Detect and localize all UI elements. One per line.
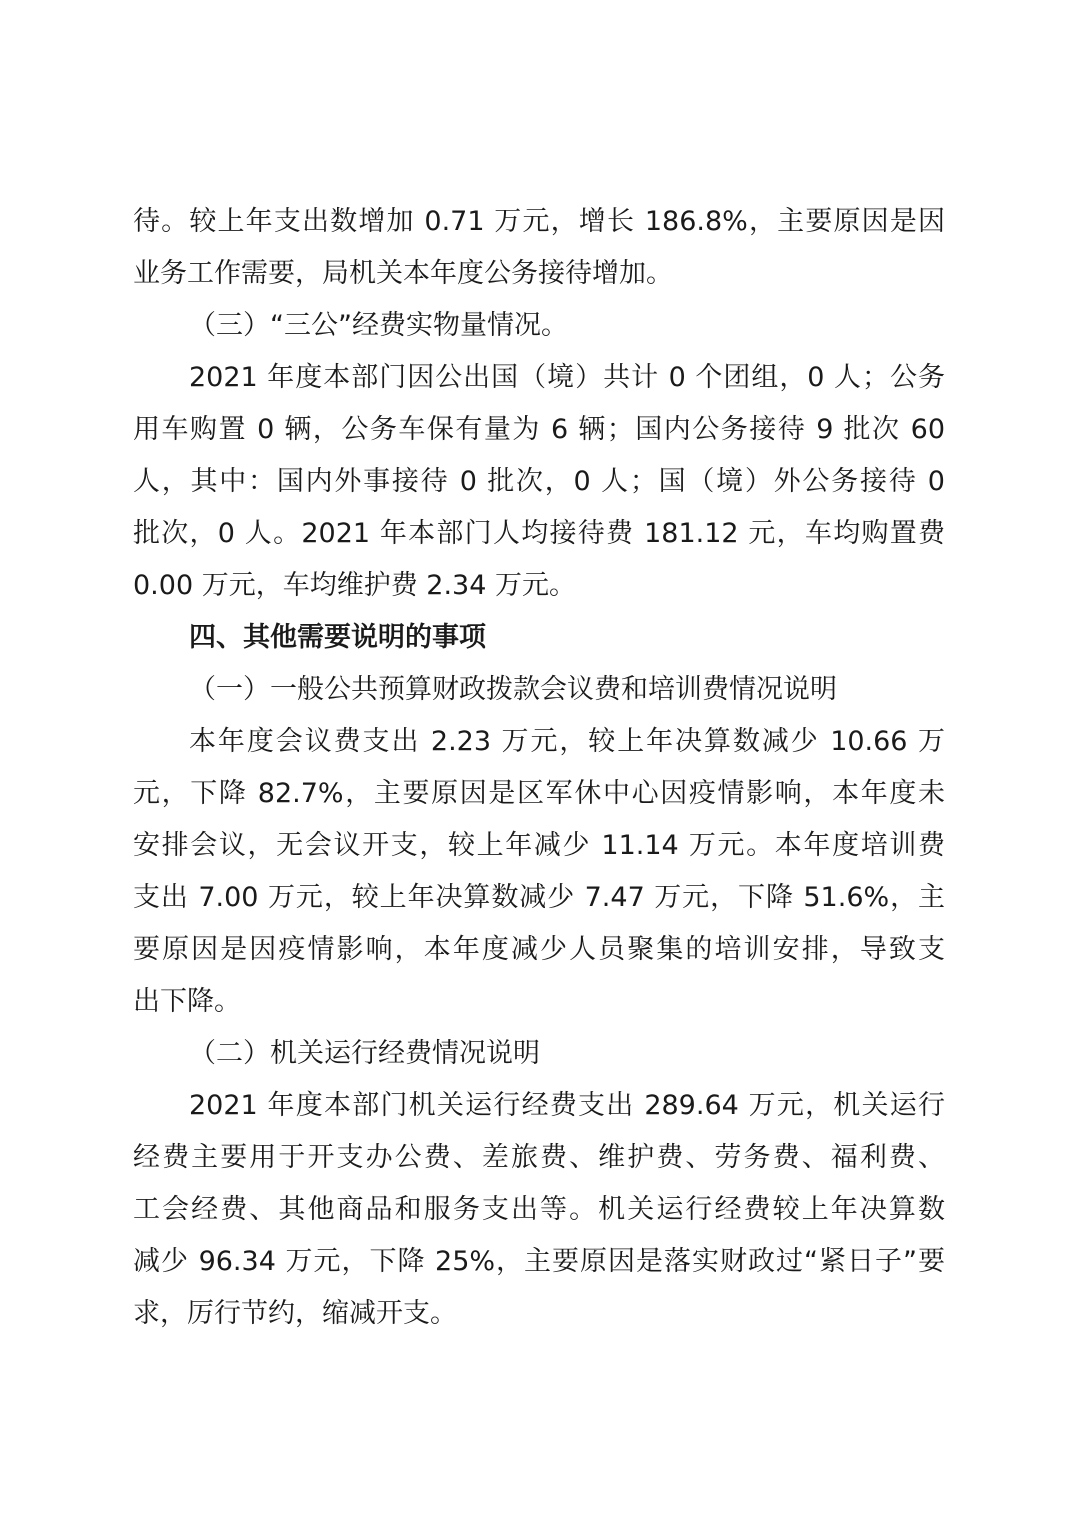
text-line: 安排会议，无会议开支，较上年减少 11.14 万元。本年度培训费	[133, 830, 945, 861]
text-line: 求，厉行节约，缩减开支。	[133, 1298, 457, 1329]
text-line: 元，下降 82.7%，主要原因是区军休中心因疫情影响，本年度未	[133, 778, 945, 809]
text-line: 人，其中：国内外事接待 0 批次，0 人；国（境）外公务接待 0	[133, 466, 945, 497]
section-heading: （二）机关运行经费情况说明	[189, 1038, 540, 1069]
section-heading: （一）一般公共预算财政拨款会议费和培训费情况说明	[189, 674, 837, 705]
text-line: 批次，0 人。2021 年本部门人均接待费 181.12 元，车均购置费	[133, 518, 945, 549]
text-line: 本年度会议费支出 2.23 万元，较上年决算数减少 10.66 万	[189, 726, 945, 757]
text-line: 待。较上年支出数增加 0.71 万元，增长 186.8%，主要原因是因	[133, 206, 945, 237]
text-line: 减少 96.34 万元，下降 25%，主要原因是落实财政过“紧日子”要	[133, 1246, 945, 1277]
text-line: 2021 年度本部门因公出国（境）共计 0 个团组，0 人；公务	[189, 362, 945, 393]
text-line: 0.00 万元，车均维护费 2.34 万元。	[133, 570, 576, 601]
text-line: 出下降。	[133, 986, 241, 1017]
text-line: 要原因是因疫情影响，本年度减少人员聚集的培训安排，导致支	[133, 934, 945, 965]
document-body	[133, 196, 945, 1340]
section-heading: （三）“三公”经费实物量情况。	[189, 310, 568, 341]
text-line: 业务工作需要，局机关本年度公务接待增加。	[133, 258, 673, 289]
text-line: 2021 年度本部门机关运行经费支出 289.64 万元，机关运行	[189, 1090, 945, 1121]
text-line: 支出 7.00 万元，较上年决算数减少 7.47 万元，下降 51.6%，主	[133, 882, 945, 913]
text-line: 工会经费、其他商品和服务支出等。机关运行经费较上年决算数	[133, 1194, 945, 1225]
text-line: 用车购置 0 辆，公务车保有量为 6 辆；国内公务接待 9 批次 60	[133, 414, 945, 445]
chapter-heading: 四、其他需要说明的事项	[189, 622, 486, 653]
text-line: 经费主要用于开支办公费、差旅费、维护费、劳务费、福利费、	[133, 1142, 945, 1173]
